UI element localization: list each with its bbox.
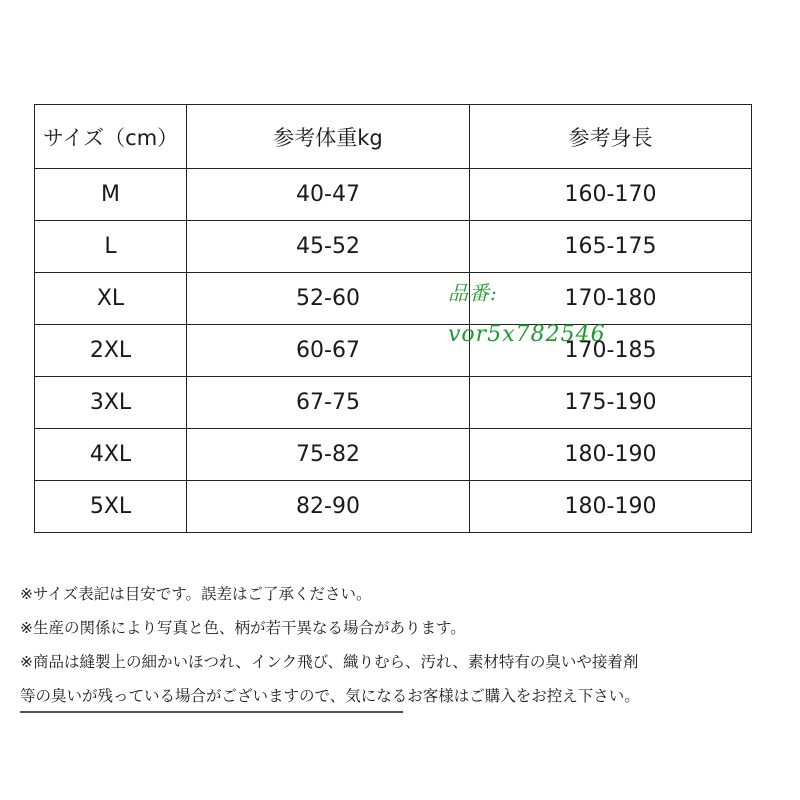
note-line: ※生産の関係により写真と色、柄が若干異なる場合があります。 bbox=[20, 619, 466, 637]
divider-line bbox=[20, 711, 403, 713]
cell-size: L bbox=[35, 221, 187, 273]
cell-height: 165-175 bbox=[470, 221, 752, 273]
table-header-row bbox=[35, 105, 752, 169]
cell-size: M bbox=[35, 169, 187, 221]
header-size: サイズ（cm） bbox=[35, 105, 187, 169]
note-line: ※商品は縫製上の細かいほつれ、インク飛び、織りむら、汚れ、素材特有の臭いや接着剤 bbox=[20, 653, 639, 671]
size-chart-table bbox=[34, 104, 752, 533]
watermark-product-label: 品番: bbox=[448, 281, 498, 305]
cell-weight: 45-52 bbox=[187, 221, 470, 273]
table-row bbox=[35, 429, 752, 481]
notes-section bbox=[20, 583, 790, 719]
note-line: 等の臭いが残っている場合がございますので、気になるお客様はご購入をお控え下さい。 bbox=[20, 687, 640, 705]
cell-height: 175-190 bbox=[470, 377, 752, 429]
cell-height: 180-190 bbox=[470, 429, 752, 481]
cell-weight: 40-47 bbox=[187, 169, 470, 221]
cell-weight: 75-82 bbox=[187, 429, 470, 481]
note-line: ※サイズ表記は目安です。誤差はご了承ください。 bbox=[20, 585, 372, 603]
cell-height: 170-180 bbox=[470, 273, 752, 325]
cell-weight: 60-67 bbox=[187, 325, 470, 377]
cell-weight: 52-60 bbox=[187, 273, 470, 325]
table-row bbox=[35, 221, 752, 273]
cell-height: 160-170 bbox=[470, 169, 752, 221]
table-row bbox=[35, 377, 752, 429]
header-weight: 参考体重kg bbox=[187, 105, 470, 169]
table-row bbox=[35, 481, 752, 533]
cell-weight: 82-90 bbox=[187, 481, 470, 533]
header-height: 参考身長 bbox=[470, 105, 752, 169]
cell-size: 4XL bbox=[35, 429, 187, 481]
cell-height: 170-185 bbox=[470, 325, 752, 377]
cell-size: 2XL bbox=[35, 325, 187, 377]
cell-weight: 67-75 bbox=[187, 377, 470, 429]
table-row bbox=[35, 325, 752, 377]
table-row bbox=[35, 169, 752, 221]
watermark-product-code: vor5x782546 bbox=[448, 322, 606, 347]
table-row bbox=[35, 273, 752, 325]
cell-height: 180-190 bbox=[470, 481, 752, 533]
cell-size: 5XL bbox=[35, 481, 187, 533]
cell-size: 3XL bbox=[35, 377, 187, 429]
cell-size: XL bbox=[35, 273, 187, 325]
